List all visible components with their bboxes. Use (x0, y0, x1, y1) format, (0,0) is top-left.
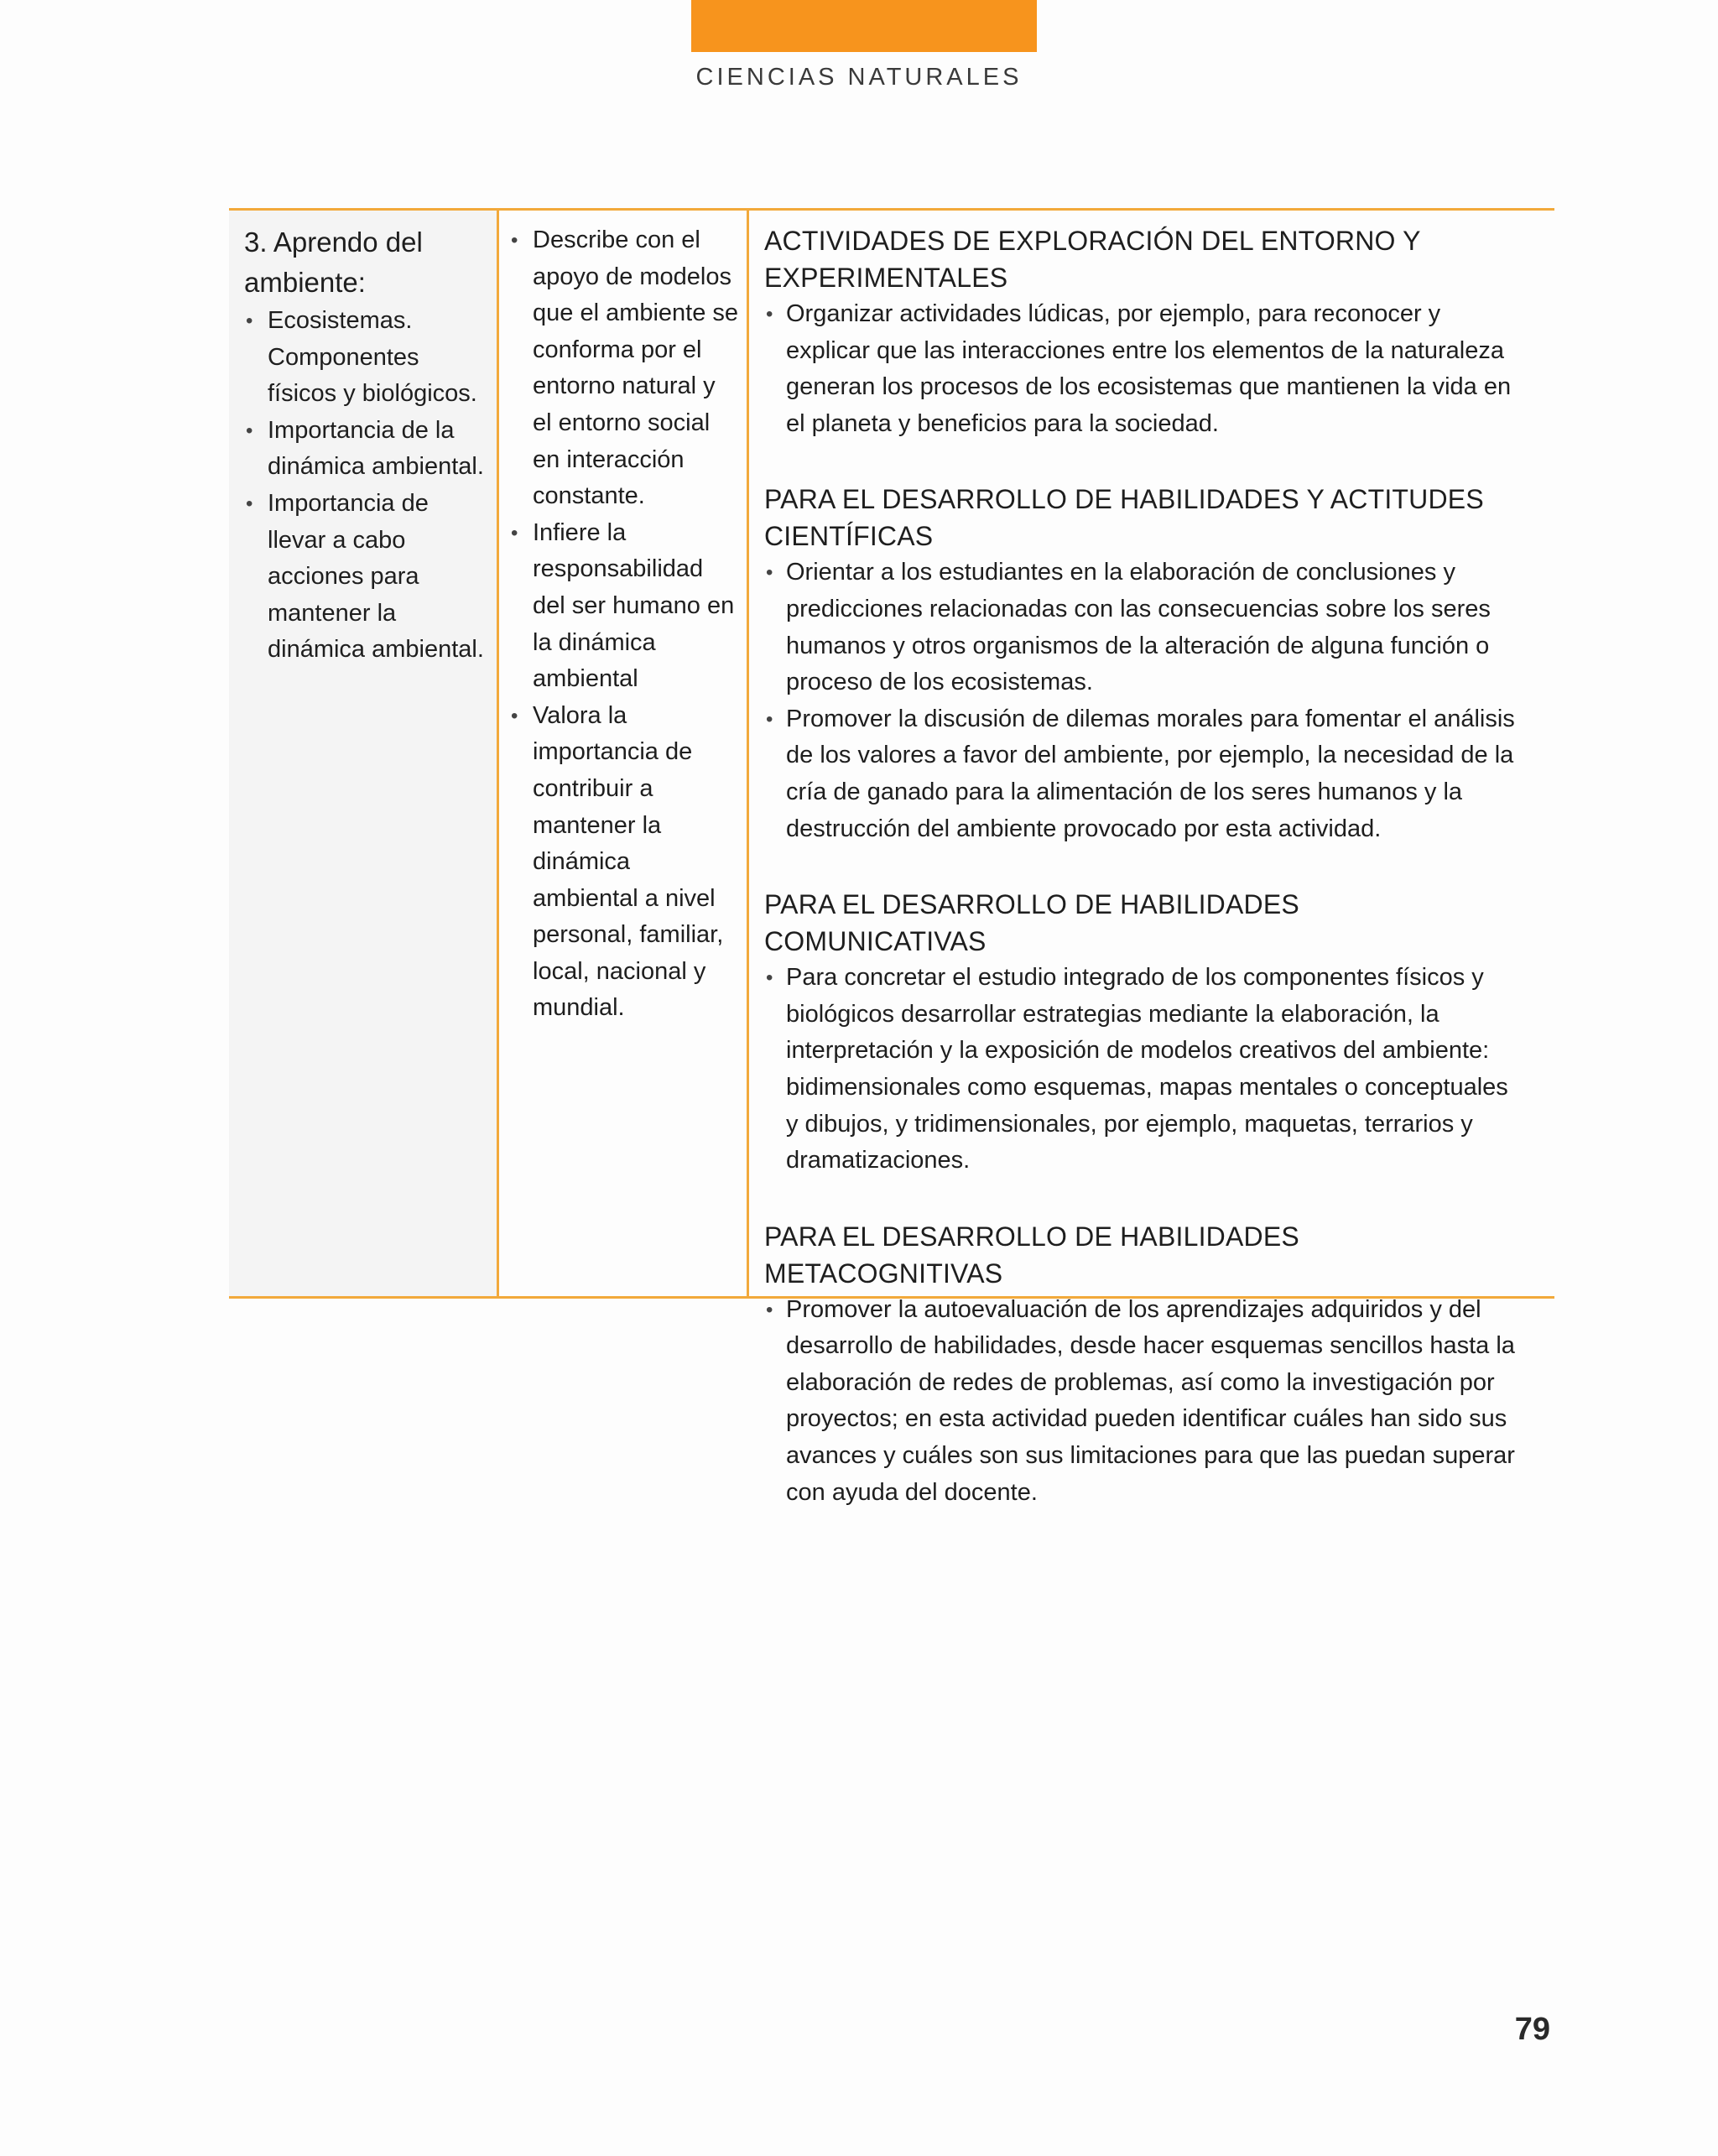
activity-item: • Organizar actividades lúdicas, por ejemplo, para reconocer y explicar que las interacciones entre los elementos de la naturaleza generan los procesos de los ecosistemas que mantienen la vida en el planeta y beneficios para la sociedad. (764, 296, 1521, 442)
page-number: 79 (1514, 2012, 1550, 2047)
content-item: • Importancia de llevar a cabo acciones para mantener la dinámica ambiental. (244, 486, 488, 669)
indicator-item: • Describe con el apoyo de modelos que el ambiente se conforma por el entorno natural y el entorno social en interacción constante. (509, 222, 740, 515)
indicator-item: • Valora la importancia de contribuir a mantener la dinámica ambiental a nivel personal, familiar, local, nacional y mundial. (509, 698, 740, 1027)
curriculum-table (229, 208, 1554, 1506)
indicator-list (509, 222, 740, 1027)
indicator-item: • Infiere la responsabilidad del ser humano en la dinámica ambiental (509, 515, 740, 698)
activity-list (764, 555, 1521, 847)
indicators-column (499, 211, 749, 1296)
content-item: • Ecosistemas. Componentes físicos y biológicos. (244, 303, 488, 413)
activity-item: • Promover la autoevaluación de los aprendizajes adquiridos y del desarrollo de habilidades, desde hacer esquemas sencillos hasta la elaboración de redes de problemas, así como la investigación por proyectos; en esta actividad pueden identificar cuáles han sido sus avances y cuáles son sus limitaciones para que las puedan superar con ayuda del docente. (764, 1292, 1521, 1512)
activity-item: • Orientar a los estudiantes en la elaboración de conclusiones y predicciones relacionadas con las consecuencias sobre los seres humanos y otros organismos de la alteración de alguna función o proceso de los ecosistemas. (764, 555, 1521, 700)
section-heading: PARA EL DESARROLLO DE HABILIDADES COMUNICATIVAS (764, 889, 1299, 957)
activity-section (764, 481, 1521, 847)
activity-section (764, 886, 1521, 1180)
activity-list (764, 960, 1521, 1180)
activity-section (764, 222, 1521, 442)
section-heading: PARA EL DESARROLLO DE HABILIDADES METACOGNITIVAS (764, 1221, 1299, 1289)
activity-item: • Promover la discusión de dilemas morales para fomentar el análisis de los valores a favor del ambiente, por ejemplo, la necesidad de la cría de ganado para la alimentación de los seres humanos y la destrucción del ambiente provocado por esta actividad. (764, 701, 1521, 847)
header-accent-tab (691, 0, 1037, 52)
content-column (229, 211, 499, 1296)
activity-section (764, 1218, 1521, 1512)
section-heading: ACTIVIDADES DE EXPLORACIÓN DEL ENTORNO Y EXPERIMENTALES (764, 226, 1421, 293)
activity-list (764, 296, 1521, 442)
activity-list (764, 1292, 1521, 1512)
section-heading: PARA EL DESARROLLO DE HABILIDADES Y ACTITUDES CIENTÍFICAS (764, 484, 1484, 552)
content-item: • Importancia de la dinámica ambiental. (244, 413, 488, 486)
subject-title: CIENCIAS NATURALES (695, 64, 1023, 91)
unit-title: 3. Aprendo del ambiente: (244, 227, 423, 298)
activity-item: • Para concretar el estudio integrado de los componentes físicos y biológicos desarrollar estrategias mediante la elaboración, la interpretación y la exposición de modelos creativos del ambiente: bidimensionales como esquemas, mapas mentales o conceptuales y dibujos, y tridimensionales, por ejemplo, maquetas, terrarios y dramatizaciones. (764, 960, 1521, 1180)
activities-column (749, 211, 1554, 1506)
content-list (244, 303, 488, 669)
